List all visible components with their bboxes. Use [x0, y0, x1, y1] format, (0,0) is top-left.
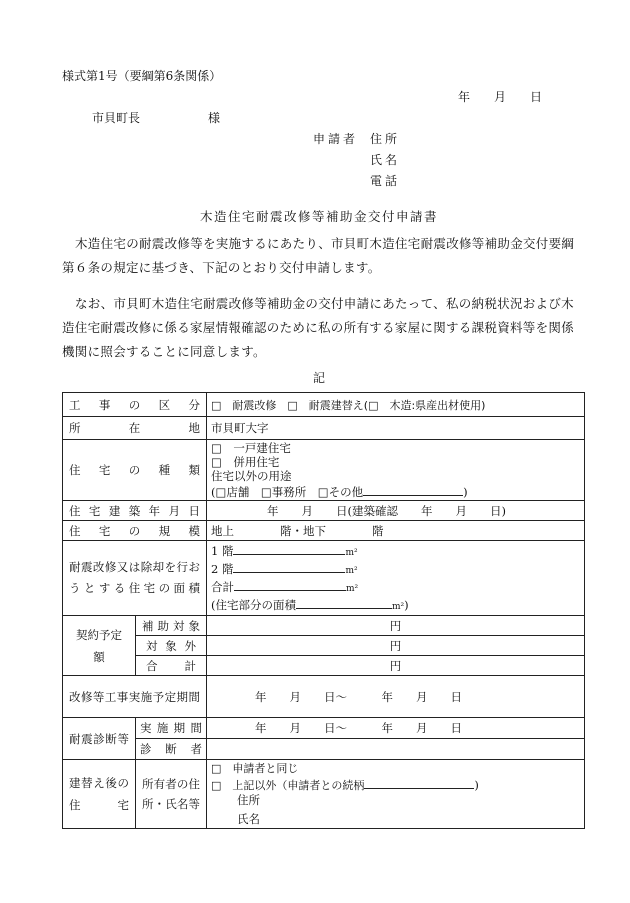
date-line: 年 月 日: [458, 90, 543, 104]
work-period-label: 改修等工事実施予定期間: [63, 676, 207, 718]
paragraph-2-text: なお、市貝町木造住宅耐震改修等補助金の交付申請にあたって、私の納税状況および木造住宅耐震改修に係る家屋情報確認のために私の所有する家屋に関する課税資料等を関係機関に照会することに同意します。: [62, 296, 575, 359]
rebuild-other[interactable]: □ 上記以外（申請者との続柄 ): [211, 778, 479, 792]
row-area: [63, 541, 585, 616]
diagnosis-period-value[interactable]: 年 月 日～ 年 月 日: [207, 718, 585, 739]
name-label: 氏名: [370, 153, 401, 167]
house-type-other-use: 住宅以外の用途: [211, 469, 292, 483]
form-number: 様式第1号（要綱第6条関係）: [62, 69, 222, 83]
document-title: 木造住宅耐震改修等補助金交付申請書: [200, 209, 439, 224]
row-house-type: [63, 440, 585, 501]
paragraph-1: [62, 232, 582, 280]
rebuild-label: 建替え後の住宅: [63, 760, 136, 829]
location-value[interactable]: 市貝町大字: [207, 417, 585, 440]
area-value[interactable]: [207, 541, 585, 616]
rebuild-same-as-applicant[interactable]: □ 申請者と同じ: [211, 762, 299, 775]
area-floor1[interactable]: 1 階 m²: [211, 544, 358, 558]
house-type-detached[interactable]: □ 一戸建住宅: [211, 441, 291, 455]
paragraph-2: [62, 292, 582, 364]
diagnosis-diagnostician-value[interactable]: [207, 739, 585, 760]
paragraph-1-text: 木造住宅の耐震改修等を実施するにあたり、市貝町木造住宅耐震改修等補助金交付要綱第６条の規定に基づき、下記のとおり交付申請します。: [62, 236, 575, 275]
area-floor2[interactable]: 2 階 m²: [211, 562, 358, 576]
ki-heading: 記: [313, 371, 326, 385]
row-location: [63, 417, 585, 440]
scale-value[interactable]: 地上 階・地下 階: [207, 521, 585, 541]
row-work-type: [63, 393, 585, 417]
row-contract-2: [63, 636, 585, 656]
row-scale: [63, 521, 585, 541]
phone-label: 電話: [370, 174, 401, 188]
row-contract-3: [63, 656, 585, 676]
contract-total-value[interactable]: 円: [207, 656, 585, 676]
area-total[interactable]: 合計 m²: [211, 580, 359, 594]
area-label: 耐震改修又は除却を行おうとする住宅の面積: [63, 541, 207, 616]
house-type-mixed[interactable]: □ 併用住宅: [211, 455, 280, 469]
diagnosis-label: 耐震診断等: [63, 718, 136, 760]
build-date-value[interactable]: 年 月 日(建築確認 年 月 日): [207, 501, 585, 521]
contract-sub-excluded: 対象外: [136, 636, 207, 656]
rebuild-address[interactable]: 住所: [237, 793, 260, 807]
work-type-label: 工事の区分: [63, 393, 207, 417]
rebuild-owner-value[interactable]: [207, 760, 585, 829]
applicant-label: 申請者: [313, 132, 359, 146]
contract-sub-total: 合計: [136, 656, 207, 676]
rebuild-name[interactable]: 氏名: [237, 812, 260, 826]
addressee: 市貝町長: [92, 111, 141, 125]
row-rebuild: [63, 760, 585, 829]
address-label: 住所: [370, 132, 401, 146]
house-type-label: 住宅の種類: [63, 440, 207, 501]
work-period-value[interactable]: 年 月 日～ 年 月 日: [207, 676, 585, 718]
scale-label: 住宅の規模: [63, 521, 207, 541]
contract-excluded-value[interactable]: 円: [207, 636, 585, 656]
build-date-label: 住宅建築年月日: [63, 501, 207, 521]
contract-sub-subsidy: 補助対象: [136, 616, 207, 636]
row-work-period: [63, 676, 585, 718]
contract-label: 契約予定額: [63, 616, 136, 676]
diagnosis-sub-diagnostician: 診断者: [136, 739, 207, 760]
rebuild-sub-owner: 所有者の住所・氏名等: [136, 760, 207, 829]
contract-subsidy-value[interactable]: 円: [207, 616, 585, 636]
area-house-part[interactable]: (住宅部分の面積 m²): [211, 598, 409, 612]
diagnosis-sub-period: 実施期間: [136, 718, 207, 739]
row-contract-1: [63, 616, 585, 636]
work-type-value[interactable]: □ 耐震改修 □ 耐震建替え(□ 木造:県産出材使用): [207, 393, 585, 417]
row-build-date: [63, 501, 585, 521]
location-label: 所在地: [63, 417, 207, 440]
house-type-uses[interactable]: (□店舗 □事務所 □その他 ): [211, 485, 468, 499]
row-diagnosis-1: [63, 718, 585, 739]
application-table: [62, 392, 585, 829]
house-type-value[interactable]: [207, 440, 585, 501]
row-diagnosis-2: [63, 739, 585, 760]
honorific: 様: [208, 111, 221, 125]
